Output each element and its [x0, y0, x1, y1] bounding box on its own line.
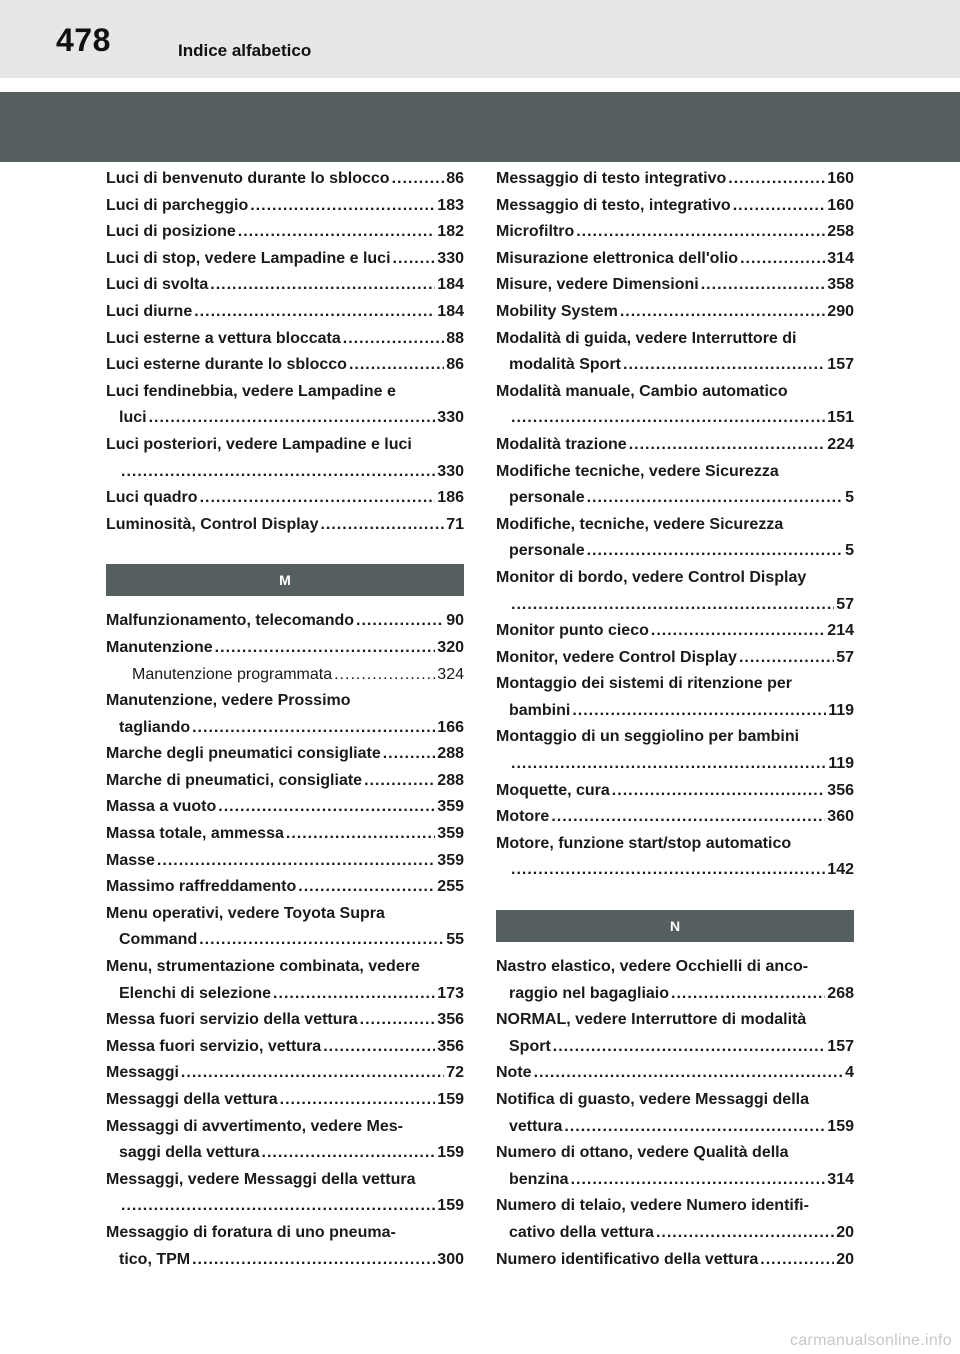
index-entry [106, 485, 464, 512]
index-entry-page: 186 [437, 489, 464, 507]
leader-dots [576, 219, 825, 246]
index-entry-text: tico, TPM [119, 1250, 191, 1268]
leader-dots [194, 299, 435, 326]
index-entry-text: Marche di pneumatici, consigliate [106, 771, 363, 789]
index-entry [106, 1060, 464, 1087]
index-entry [106, 219, 464, 246]
leader-dots [298, 874, 435, 901]
index-entry-page: 20 [836, 1250, 854, 1268]
index-entry-page: 356 [437, 1011, 464, 1029]
index-entry [496, 778, 854, 805]
leader-dots [199, 927, 444, 954]
index-entry-page: 214 [827, 622, 854, 640]
leader-dots [620, 299, 825, 326]
index-entry-text: Microfiltro [496, 223, 575, 241]
index-entry-page: 330 [437, 462, 464, 480]
index-entry [496, 1140, 854, 1193]
index-entry-text: Messaggi, vedere Messaggi della vettura [106, 1170, 416, 1188]
leader-dots [623, 352, 825, 379]
index-entry-page: 359 [437, 798, 464, 816]
index-entry-page: 300 [437, 1250, 464, 1268]
index-entry-text: Numero di ottano, vedere Qualità della [496, 1144, 789, 1162]
index-entry-text: saggi della vettura [119, 1144, 260, 1162]
index-entry-page: 358 [827, 276, 854, 294]
index-entry-page: 359 [437, 851, 464, 869]
index-entry-text: Manutenzione [106, 638, 213, 656]
index-entry-text: cativo della vettura [509, 1223, 654, 1241]
leader-dots [564, 1114, 825, 1141]
index-entry [496, 724, 854, 777]
index-entry [106, 954, 464, 1007]
index-entry-text: Luci diurne [106, 302, 193, 320]
leader-dots [218, 794, 435, 821]
index-entry [496, 1247, 854, 1274]
index-entry-text: Elenchi di selezione [119, 984, 272, 1002]
index-entry-text: Messaggio di testo, integrativo [496, 196, 731, 214]
section-heading-n: N [496, 910, 854, 942]
index-entry-page: 330 [437, 409, 464, 427]
index-entry [106, 874, 464, 901]
leader-dots [511, 751, 826, 778]
index-entry [106, 326, 464, 353]
leader-dots [534, 1060, 844, 1087]
index-entry-page: 324 [437, 665, 464, 683]
index-entry-text: Monitor, vedere Control Display [496, 648, 737, 666]
index-entry-page: 157 [827, 1037, 854, 1055]
index-entry-page: 57 [836, 648, 854, 666]
index-group-m-continued [496, 166, 854, 884]
index-entry-text: Sport [509, 1037, 551, 1055]
index-entry [496, 671, 854, 724]
leader-dots [334, 662, 435, 689]
index-entry-text: Luci di stop, vedere Lampadine e luci [106, 249, 391, 267]
index-entry-page: 86 [446, 356, 464, 374]
index-entry-text: Luci di benvenuto durante lo sblocco [106, 170, 390, 187]
index-entry [106, 901, 464, 954]
index-entry-page: 258 [827, 223, 854, 241]
index-entry-page: 255 [437, 878, 464, 896]
index-entry-page: 71 [446, 515, 464, 533]
index-entry-text: Malfunzionamento, telecomando [106, 612, 355, 630]
index-entry [106, 794, 464, 821]
index-entry-page: 160 [827, 170, 854, 187]
leader-dots [612, 778, 826, 805]
index-entry-text: Messaggi di avvertimento, vedere Mes- [106, 1117, 403, 1135]
index-entry-page: 57 [836, 595, 854, 613]
index-entry-text: Luci esterne a vettura bloccata [106, 329, 341, 347]
leader-dots [349, 352, 444, 379]
index-entry-text: modalità Sport [509, 356, 622, 374]
index-entry [496, 299, 854, 326]
index-entry [106, 635, 464, 662]
index-entry [496, 1007, 854, 1060]
index-entry-text: Messaggio di testo integrativo [496, 170, 727, 187]
page-number: 478 [56, 22, 111, 58]
page-header [0, 0, 960, 78]
leader-dots [740, 246, 825, 273]
index-entry-text: Marche degli pneumatici consigliate [106, 745, 381, 763]
index-entry-text: Motore [496, 808, 550, 826]
index-column-left [106, 166, 464, 1273]
leader-dots [200, 485, 436, 512]
index-entry-text: vettura [509, 1117, 563, 1135]
index-entry [496, 379, 854, 432]
leader-dots [511, 857, 825, 884]
index-entry-page: 119 [828, 701, 854, 719]
index-group-n [496, 954, 854, 1273]
index-entry-page: 159 [827, 1117, 854, 1135]
index-entry [106, 768, 464, 795]
index-entry-text: Luminosità, Control Display [106, 515, 319, 533]
index-entry-text: benzina [509, 1170, 569, 1188]
leader-dots [383, 741, 436, 768]
index-entry-text: Messaggi [106, 1064, 179, 1082]
leader-dots [121, 459, 435, 486]
index-entry [496, 219, 854, 246]
index-entry-page: 320 [437, 638, 464, 656]
index-entry [106, 688, 464, 741]
index-entry-text: NORMAL, vedere Interruttore di modalità [496, 1011, 807, 1029]
index-entry-page: 55 [446, 931, 464, 949]
index-entry-page: 160 [827, 196, 854, 214]
index-entry-page: 290 [827, 302, 854, 320]
index-entry-page: 20 [836, 1223, 854, 1241]
leader-dots [572, 698, 826, 725]
index-entry [496, 954, 854, 1007]
leader-dots [553, 1034, 826, 1061]
index-entry-page: 4 [845, 1064, 854, 1082]
index-entry [106, 1087, 464, 1114]
leader-dots [587, 485, 844, 512]
index-entry-page: 183 [437, 196, 464, 214]
index-entry [496, 618, 854, 645]
index-entry-text: personale [509, 489, 585, 507]
index-entry-text: Note [496, 1064, 532, 1082]
index-entry [496, 645, 854, 672]
index-entry-text: Modalità manuale, Cambio automatico [496, 382, 788, 400]
index-entry-page: 119 [828, 755, 854, 773]
index-entry-text: Luci quadro [106, 489, 198, 507]
index-entry-page: 356 [437, 1037, 464, 1055]
index-entry-text: Notifica di guasto, vedere Messaggi della [496, 1091, 809, 1108]
index-entry-text: Massimo raffreddamento [106, 878, 297, 896]
section-heading-m: M [106, 564, 464, 596]
index-entry [106, 1167, 464, 1220]
index-entry [106, 379, 464, 432]
index-entry [496, 432, 854, 459]
index-entry-text: Modifiche, tecniche, vedere Sicurezza [496, 515, 784, 533]
index-entry [106, 246, 464, 273]
leader-dots [393, 246, 436, 273]
leader-dots [356, 608, 444, 635]
index-entry-text: Nastro elastico, vedere Occhielli di anco- [496, 958, 809, 976]
index-entry-text: personale [509, 542, 585, 560]
index-entry-page: 182 [437, 223, 464, 241]
watermark: carmanualsonline.info [790, 1332, 952, 1349]
index-column-right [496, 166, 854, 1273]
leader-dots [215, 635, 436, 662]
index-entry [106, 193, 464, 220]
index-entry-text: Modifiche tecniche, vedere Sicurezza [496, 462, 779, 480]
index-entry [106, 166, 464, 193]
index-entry [106, 272, 464, 299]
leader-dots [571, 1167, 826, 1194]
index-entry-text: Manutenzione programmata [132, 665, 333, 683]
index-entry-text: Montaggio di un seggiolino per bambini [496, 728, 800, 746]
leader-dots [651, 618, 825, 645]
index-entry-page: 88 [446, 329, 464, 347]
index-entry [496, 804, 854, 831]
index-entry-text: Menu operativi, vedere Toyota Supra [106, 904, 385, 922]
index-entry-page: 288 [437, 745, 464, 763]
leader-dots [273, 981, 435, 1008]
index-entry-text: Messa fuori servizio della vettura [106, 1011, 358, 1029]
index-entry [106, 352, 464, 379]
index-entry-text: Messa fuori servizio, vettura [106, 1037, 322, 1055]
leader-dots [343, 326, 444, 353]
index-entry-text: Messaggi della vettura [106, 1091, 278, 1108]
index-entry-text: luci [119, 409, 147, 427]
index-entry-page: 184 [437, 302, 464, 320]
index-entry-text: raggio nel bagagliaio [509, 984, 670, 1002]
leader-dots [629, 432, 826, 459]
index-entry [496, 1193, 854, 1246]
leader-dots [551, 804, 825, 831]
index-entry-text: Massa a vuoto [106, 798, 217, 816]
index-entry-text: Motore, funzione start/stop automatico [496, 834, 792, 852]
leader-dots [238, 219, 436, 246]
leader-dots [733, 193, 826, 220]
index-entry [106, 662, 464, 689]
index-entry-page: 330 [437, 249, 464, 267]
index-entry-text: Luci fendinebbia, vedere Lampadine e [106, 382, 396, 400]
index-entry-page: 72 [446, 1064, 464, 1082]
index-entry-page: 5 [845, 489, 854, 507]
index-entry-text: Modalità di guida, vedere Interruttore di [496, 329, 797, 347]
index-entry-text: Monitor di bordo, vedere Control Display [496, 568, 807, 586]
leader-dots [511, 405, 825, 432]
leader-dots [320, 512, 444, 539]
leader-dots [210, 272, 435, 299]
index-entry [496, 459, 854, 512]
index-entry-page: 288 [437, 771, 464, 789]
index-entry-text: Misurazione elettronica dell'olio [496, 249, 739, 267]
index-entry [106, 821, 464, 848]
index-entry [496, 512, 854, 565]
index-group-l [106, 166, 464, 538]
index-entry-text: Moquette, cura [496, 781, 610, 799]
index-entry [496, 193, 854, 220]
index-entry-page: 90 [446, 612, 464, 630]
leader-dots [511, 592, 834, 619]
index-entry-text: Manutenzione, vedere Prossimo [106, 692, 351, 710]
index-entry [496, 565, 854, 618]
index-entry-text: bambini [509, 701, 571, 719]
index-entry-page: 184 [437, 276, 464, 294]
index-entry [106, 1034, 464, 1061]
index-entry-page: 159 [437, 1144, 464, 1162]
index-entry-page: 314 [827, 249, 854, 267]
index-entry-page: 5 [845, 542, 854, 560]
leader-dots [392, 166, 445, 193]
index-entry-text: Luci di posizione [106, 223, 236, 241]
index-entry-page: 356 [827, 781, 854, 799]
index-entry-text: Luci posteriori, vedere Lampadine e luci [106, 435, 412, 453]
index-entry [496, 831, 854, 884]
index-entry [496, 1087, 854, 1140]
leader-dots [192, 715, 435, 742]
index-entry [106, 1220, 464, 1273]
index-entry-text: Luci esterne durante lo sblocco [106, 356, 347, 374]
index-entry-text: Menu, strumentazione combinata, vedere [106, 958, 420, 976]
index-entry-text: tagliando [119, 718, 191, 736]
leader-dots [587, 538, 844, 565]
leader-dots [286, 821, 435, 848]
index-entry-text: Misure, vedere Dimensioni [496, 276, 699, 294]
index-entry-text: Messaggio di foratura di uno pneuma- [106, 1223, 396, 1241]
header-title: Indice alfabetico [178, 41, 312, 60]
index-entry [496, 1060, 854, 1087]
leader-dots [364, 768, 435, 795]
header-band [0, 92, 960, 162]
index-entry [106, 512, 464, 539]
leader-dots [323, 1034, 435, 1061]
index-entry-text: Numero di telaio, vedere Numero identifi- [496, 1197, 809, 1215]
index-entry-text: Monitor punto cieco [496, 622, 649, 640]
index-entry-text: Montaggio dei sistemi di ritenzione per [496, 675, 793, 693]
leader-dots [701, 272, 826, 299]
index-group-m [106, 608, 464, 1273]
index-entry [106, 848, 464, 875]
leader-dots [121, 1193, 435, 1220]
index-entry-page: 224 [827, 435, 854, 453]
leader-dots [671, 981, 825, 1008]
index-entry-text: Luci di svolta [106, 276, 209, 294]
index-entry [106, 1007, 464, 1034]
index-entry-page: 360 [827, 808, 854, 826]
index-entry [106, 1114, 464, 1167]
leader-dots [739, 645, 834, 672]
index-entry-page: 142 [827, 861, 854, 879]
index-entry [106, 432, 464, 485]
index-entry-page: 166 [437, 718, 464, 736]
index-entry-text: Luci di parcheggio [106, 196, 249, 214]
index-entry [496, 166, 854, 193]
index-entry-text: Modalità trazione [496, 435, 627, 453]
leader-dots [157, 848, 435, 875]
leader-dots [760, 1247, 834, 1274]
index-entry-page: 151 [827, 409, 854, 427]
index-entry [106, 741, 464, 768]
index-entry-text: Numero identificativo della vettura [496, 1250, 759, 1268]
index-entry [106, 299, 464, 326]
index-entry [496, 272, 854, 299]
index-entry-page: 359 [437, 825, 464, 843]
index-entry-page: 157 [827, 356, 854, 374]
index-entry-text: Command [119, 931, 198, 949]
index-entry-text: Massa totale, ammessa [106, 825, 284, 843]
index-entry-text: Mobility System [496, 302, 618, 320]
index-entry-text: Masse [106, 851, 155, 869]
index-entry [106, 608, 464, 635]
index-entry-page: 159 [437, 1091, 464, 1108]
leader-dots [192, 1247, 435, 1274]
leader-dots [280, 1087, 436, 1114]
index-entry [496, 326, 854, 379]
leader-dots [360, 1007, 436, 1034]
leader-dots [262, 1140, 436, 1167]
leader-dots [656, 1220, 834, 1247]
leader-dots [250, 193, 435, 220]
index-entry-page: 268 [827, 984, 854, 1002]
index-entry-page: 173 [437, 984, 464, 1002]
index-entry-page: 159 [437, 1197, 464, 1215]
index-entry-page: 314 [827, 1170, 854, 1188]
index-entry [496, 246, 854, 273]
index-entry-page: 86 [446, 170, 464, 187]
leader-dots [149, 405, 436, 432]
leader-dots [181, 1060, 444, 1087]
leader-dots [728, 166, 825, 193]
